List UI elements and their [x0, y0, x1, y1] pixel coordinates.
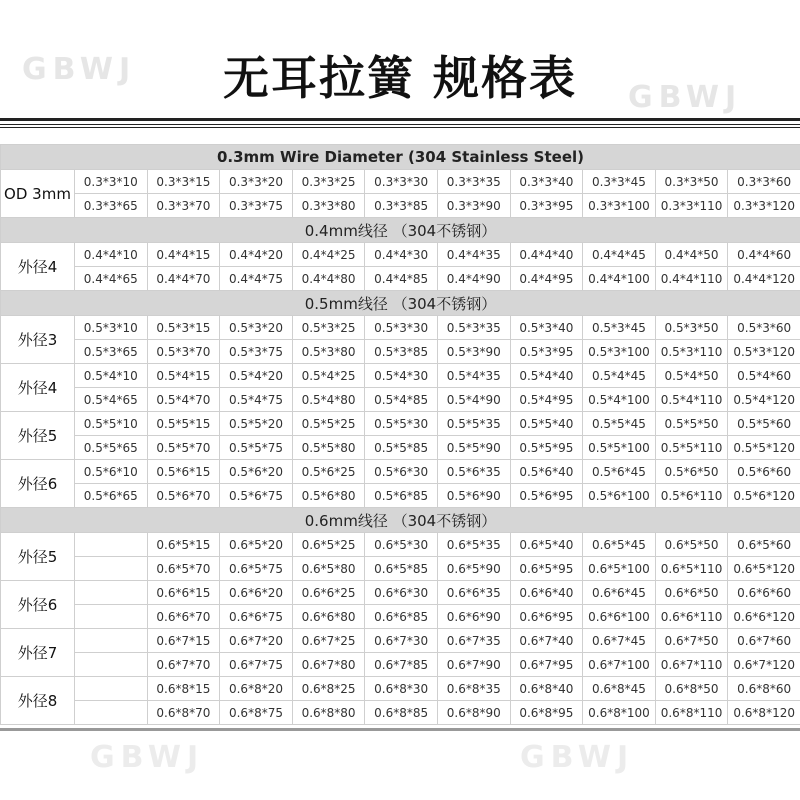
- spec-cell: 0.6*7*30: [365, 629, 438, 653]
- spec-cell: 0.5*5*80: [292, 436, 365, 460]
- spec-cell: 0.6*5*50: [655, 533, 728, 557]
- spec-cell: 0.6*8*120: [728, 701, 800, 725]
- spec-cell: 0.5*5*70: [147, 436, 220, 460]
- outer-diameter-label: 外径5: [1, 412, 75, 460]
- spec-cell: 0.3*3*45: [583, 170, 656, 194]
- spec-cell: 0.6*6*35: [437, 581, 510, 605]
- outer-diameter-label: 外径5: [1, 533, 75, 581]
- spec-cell: 0.5*4*40: [510, 364, 583, 388]
- spec-cell: 0.6*8*70: [147, 701, 220, 725]
- spec-cell: 0.6*6*45: [583, 581, 656, 605]
- spec-cell: 0.6*5*120: [728, 557, 800, 581]
- spec-cell: 0.4*4*25: [292, 243, 365, 267]
- spec-cell: 0.5*3*60: [728, 316, 800, 340]
- table-row: [1, 170, 800, 194]
- spec-cell: 0.6*8*20: [220, 677, 293, 701]
- spec-cell: 0.5*5*90: [437, 436, 510, 460]
- spec-cell: 0.6*7*75: [220, 653, 293, 677]
- spec-cell: 0.4*4*20: [220, 243, 293, 267]
- table-row: [1, 388, 800, 412]
- outer-diameter-label: 外径8: [1, 677, 75, 725]
- table-row: [1, 316, 800, 340]
- spec-cell: 0.6*7*40: [510, 629, 583, 653]
- spec-cell: 0.5*4*45: [583, 364, 656, 388]
- spec-cell: 0.4*4*100: [583, 267, 656, 291]
- section-heading: 0.6mm线径 （304不锈钢）: [1, 508, 800, 533]
- spec-cell: 0.4*4*50: [655, 243, 728, 267]
- section-header: [1, 508, 800, 533]
- spec-cell: 0.3*3*120: [728, 194, 800, 218]
- spec-cell: 0.3*3*65: [75, 194, 148, 218]
- spec-cell: 0.5*5*40: [510, 412, 583, 436]
- spec-cell: 0.3*3*60: [728, 170, 800, 194]
- spec-cell: 0.6*5*85: [365, 557, 438, 581]
- spec-cell: 0.6*6*75: [220, 605, 293, 629]
- spec-cell: 0.6*8*40: [510, 677, 583, 701]
- spec-cell: 0.6*5*110: [655, 557, 728, 581]
- table-row: [1, 243, 800, 267]
- spec-cell: 0.5*3*95: [510, 340, 583, 364]
- spec-cell: 0.5*5*25: [292, 412, 365, 436]
- table-row: [1, 533, 800, 557]
- watermark-left: GBWJ: [22, 52, 137, 87]
- spec-cell: 0.6*5*95: [510, 557, 583, 581]
- spec-cell: 0.5*3*110: [655, 340, 728, 364]
- spec-cell: 0.6*6*95: [510, 605, 583, 629]
- spec-cell: 0.4*4*30: [365, 243, 438, 267]
- spec-cell: 0.6*6*90: [437, 605, 510, 629]
- spec-cell: 0.5*4*30: [365, 364, 438, 388]
- spec-cell: 0.5*5*100: [583, 436, 656, 460]
- section-header: [1, 218, 800, 243]
- spec-cell: 0.4*4*40: [510, 243, 583, 267]
- spec-cell: 0.6*7*85: [365, 653, 438, 677]
- spec-cell: 0.4*4*65: [75, 267, 148, 291]
- table-row: [1, 460, 800, 484]
- spec-cell: 0.6*7*15: [147, 629, 220, 653]
- spec-cell: 0.3*3*100: [583, 194, 656, 218]
- spec-cell: 0.6*7*80: [292, 653, 365, 677]
- spec-cell: 0.5*6*35: [437, 460, 510, 484]
- spec-cell: 0.6*8*100: [583, 701, 656, 725]
- spec-cell: 0.6*6*80: [292, 605, 365, 629]
- spec-cell: 0.5*3*90: [437, 340, 510, 364]
- header-rule-thin-2: [0, 127, 800, 128]
- table-row: [1, 701, 800, 725]
- spec-cell: [75, 533, 148, 557]
- spec-cell: 0.5*6*80: [292, 484, 365, 508]
- section-heading: 0.4mm线径 （304不锈钢）: [1, 218, 800, 243]
- spec-cell: 0.6*8*60: [728, 677, 800, 701]
- spec-cell: 0.6*7*25: [292, 629, 365, 653]
- spec-cell: 0.5*5*20: [220, 412, 293, 436]
- spec-cell: 0.6*5*60: [728, 533, 800, 557]
- spec-cell: 0.4*4*10: [75, 243, 148, 267]
- spec-cell: 0.3*3*30: [365, 170, 438, 194]
- spec-cell: 0.5*6*25: [292, 460, 365, 484]
- spec-cell: 0.6*6*60: [728, 581, 800, 605]
- spec-cell: 0.5*4*10: [75, 364, 148, 388]
- spec-cell: 0.5*6*20: [220, 460, 293, 484]
- spec-cell: 0.5*5*10: [75, 412, 148, 436]
- watermark-right: GBWJ: [628, 80, 743, 115]
- spec-cell: 0.4*4*120: [728, 267, 800, 291]
- spec-cell: 0.5*6*90: [437, 484, 510, 508]
- spec-cell: 0.5*3*45: [583, 316, 656, 340]
- spec-cell: [75, 557, 148, 581]
- spec-cell: 0.6*5*40: [510, 533, 583, 557]
- spec-cell: 0.5*3*120: [728, 340, 800, 364]
- spec-cell: 0.6*7*90: [437, 653, 510, 677]
- spec-cell: 0.5*3*25: [292, 316, 365, 340]
- spec-cell: 0.6*6*15: [147, 581, 220, 605]
- spec-cell: 0.6*6*30: [365, 581, 438, 605]
- spec-cell: 0.6*5*35: [437, 533, 510, 557]
- spec-cell: 0.5*6*30: [365, 460, 438, 484]
- spec-cell: 0.5*3*50: [655, 316, 728, 340]
- spec-cell: 0.6*7*60: [728, 629, 800, 653]
- spec-cell: 0.3*3*70: [147, 194, 220, 218]
- page-header: [0, 0, 800, 130]
- spec-cell: 0.6*8*110: [655, 701, 728, 725]
- spec-cell: 0.4*4*75: [220, 267, 293, 291]
- spec-cell: [75, 677, 148, 701]
- table-row: [1, 484, 800, 508]
- page-title: 无耳拉簧 规格表: [222, 51, 577, 105]
- spec-cell: 0.4*4*35: [437, 243, 510, 267]
- spec-cell: 0.6*5*30: [365, 533, 438, 557]
- spec-cell: 0.5*3*85: [365, 340, 438, 364]
- table-row: [1, 653, 800, 677]
- table-row: [1, 581, 800, 605]
- spec-cell: 0.5*5*60: [728, 412, 800, 436]
- spec-cell: 0.3*3*75: [220, 194, 293, 218]
- spec-cell: 0.5*5*75: [220, 436, 293, 460]
- spec-cell: 0.6*5*70: [147, 557, 220, 581]
- spec-cell: 0.5*3*20: [220, 316, 293, 340]
- spec-cell: 0.6*5*20: [220, 533, 293, 557]
- table-row: [1, 605, 800, 629]
- spec-cell: 0.5*5*35: [437, 412, 510, 436]
- spec-cell: 0.5*5*45: [583, 412, 656, 436]
- spec-cell: 0.6*7*95: [510, 653, 583, 677]
- spec-cell: 0.6*7*70: [147, 653, 220, 677]
- spec-cell: 0.6*5*25: [292, 533, 365, 557]
- spec-cell: 0.3*3*40: [510, 170, 583, 194]
- section-heading: 0.3mm Wire Diameter (304 Stainless Steel): [1, 145, 800, 170]
- spec-cell: 0.5*4*20: [220, 364, 293, 388]
- spec-cell: 0.5*3*70: [147, 340, 220, 364]
- spec-cell: 0.6*8*85: [365, 701, 438, 725]
- spec-cell: 0.6*6*25: [292, 581, 365, 605]
- outer-diameter-label: 外径4: [1, 243, 75, 291]
- spec-cell: 0.5*5*30: [365, 412, 438, 436]
- spec-cell: 0.3*3*85: [365, 194, 438, 218]
- outer-diameter-label: OD 3mm: [1, 170, 75, 218]
- spec-cell: 0.4*4*95: [510, 267, 583, 291]
- spec-cell: 0.5*3*35: [437, 316, 510, 340]
- section-header: [1, 291, 800, 316]
- spec-cell: 0.5*6*45: [583, 460, 656, 484]
- outer-diameter-label: 外径6: [1, 581, 75, 629]
- spec-cell: 0.6*6*85: [365, 605, 438, 629]
- spec-cell: 0.6*7*120: [728, 653, 800, 677]
- table-row: [1, 436, 800, 460]
- spec-cell: 0.4*4*70: [147, 267, 220, 291]
- spec-cell: 0.3*3*25: [292, 170, 365, 194]
- outer-diameter-label: 外径3: [1, 316, 75, 364]
- spec-cell: 0.5*3*15: [147, 316, 220, 340]
- table-row: [1, 629, 800, 653]
- spec-cell: 0.5*6*65: [75, 484, 148, 508]
- spec-cell: 0.3*3*10: [75, 170, 148, 194]
- spec-cell: 0.5*3*10: [75, 316, 148, 340]
- spec-cell: 0.5*4*70: [147, 388, 220, 412]
- spec-cell: 0.5*3*100: [583, 340, 656, 364]
- spec-cell: 0.5*4*110: [655, 388, 728, 412]
- spec-cell: 0.3*3*95: [510, 194, 583, 218]
- table-row: [1, 194, 800, 218]
- spec-cell: 0.3*3*35: [437, 170, 510, 194]
- spec-cell: 0.5*4*15: [147, 364, 220, 388]
- spec-cell: 0.4*4*60: [728, 243, 800, 267]
- spec-cell: 0.5*3*80: [292, 340, 365, 364]
- spec-cell: 0.3*3*15: [147, 170, 220, 194]
- spec-cell: 0.6*6*70: [147, 605, 220, 629]
- spec-cell: [75, 653, 148, 677]
- spec-cell: 0.5*3*65: [75, 340, 148, 364]
- spec-cell: 0.3*3*20: [220, 170, 293, 194]
- spec-cell: 0.6*6*20: [220, 581, 293, 605]
- spec-cell: 0.5*6*70: [147, 484, 220, 508]
- spec-cell: [75, 581, 148, 605]
- spec-cell: 0.5*3*75: [220, 340, 293, 364]
- spec-cell: 0.6*7*35: [437, 629, 510, 653]
- table-row: [1, 412, 800, 436]
- spec-cell: [75, 701, 148, 725]
- watermark-bottom-right: GBWJ: [520, 740, 635, 775]
- spec-cell: 0.5*5*50: [655, 412, 728, 436]
- spec-cell: 0.5*6*85: [365, 484, 438, 508]
- spec-cell: 0.6*8*15: [147, 677, 220, 701]
- spec-cell: 0.6*8*80: [292, 701, 365, 725]
- spec-cell: 0.5*6*50: [655, 460, 728, 484]
- spec-cell: 0.6*8*35: [437, 677, 510, 701]
- spec-cell: 0.5*4*65: [75, 388, 148, 412]
- spec-cell: 0.6*7*45: [583, 629, 656, 653]
- spec-cell: 0.4*4*80: [292, 267, 365, 291]
- spec-cell: 0.5*4*85: [365, 388, 438, 412]
- spec-cell: 0.5*4*80: [292, 388, 365, 412]
- spec-cell: 0.4*4*85: [365, 267, 438, 291]
- spec-cell: 0.6*8*30: [365, 677, 438, 701]
- spec-cell: 0.5*6*60: [728, 460, 800, 484]
- spec-cell: 0.6*5*80: [292, 557, 365, 581]
- outer-diameter-label: 外径7: [1, 629, 75, 677]
- spec-cell: 0.5*3*40: [510, 316, 583, 340]
- spec-cell: 0.5*4*120: [728, 388, 800, 412]
- spec-cell: 0.6*5*75: [220, 557, 293, 581]
- outer-diameter-label: 外径4: [1, 364, 75, 412]
- spec-cell: 0.5*3*30: [365, 316, 438, 340]
- watermark-bottom-left: GBWJ: [90, 740, 205, 775]
- spec-cell: 0.5*6*40: [510, 460, 583, 484]
- spec-table: [0, 144, 800, 725]
- spec-cell: 0.5*5*65: [75, 436, 148, 460]
- spec-cell: 0.6*7*20: [220, 629, 293, 653]
- spec-cell: 0.5*5*85: [365, 436, 438, 460]
- table-row: [1, 267, 800, 291]
- spec-cell: 0.5*6*75: [220, 484, 293, 508]
- spec-cell: 0.3*3*110: [655, 194, 728, 218]
- spec-cell: 0.6*7*50: [655, 629, 728, 653]
- spec-cell: 0.5*4*100: [583, 388, 656, 412]
- spec-cell: 0.5*4*50: [655, 364, 728, 388]
- spec-cell: 0.5*5*120: [728, 436, 800, 460]
- spec-cell: 0.6*8*95: [510, 701, 583, 725]
- spec-cell: 0.5*4*95: [510, 388, 583, 412]
- header-rule-thin: [0, 124, 800, 125]
- spec-cell: 0.6*6*40: [510, 581, 583, 605]
- spec-cell: 0.4*4*110: [655, 267, 728, 291]
- spec-cell: 0.6*8*25: [292, 677, 365, 701]
- spec-cell: 0.4*4*15: [147, 243, 220, 267]
- spec-cell: 0.6*5*45: [583, 533, 656, 557]
- spec-cell: [75, 629, 148, 653]
- spec-cell: 0.5*4*35: [437, 364, 510, 388]
- spec-cell: 0.5*6*100: [583, 484, 656, 508]
- spec-cell: 0.6*6*120: [728, 605, 800, 629]
- spec-cell: 0.5*6*110: [655, 484, 728, 508]
- spec-cell: 0.6*5*90: [437, 557, 510, 581]
- spec-cell: 0.5*5*95: [510, 436, 583, 460]
- table-row: [1, 340, 800, 364]
- spec-cell: 0.3*3*80: [292, 194, 365, 218]
- section-header: [1, 145, 800, 170]
- spec-cell: 0.6*8*45: [583, 677, 656, 701]
- spec-cell: 0.4*4*90: [437, 267, 510, 291]
- spec-cell: 0.6*8*75: [220, 701, 293, 725]
- spec-cell: 0.6*8*90: [437, 701, 510, 725]
- footer-rule: [0, 728, 800, 731]
- spec-table-wrapper: [0, 144, 800, 725]
- spec-cell: 0.5*4*25: [292, 364, 365, 388]
- spec-cell: 0.6*7*100: [583, 653, 656, 677]
- spec-cell: 0.6*5*100: [583, 557, 656, 581]
- spec-cell: 0.6*7*110: [655, 653, 728, 677]
- spec-cell: 0.5*5*110: [655, 436, 728, 460]
- spec-cell: 0.5*5*15: [147, 412, 220, 436]
- spec-cell: 0.4*4*45: [583, 243, 656, 267]
- spec-cell: 0.5*4*90: [437, 388, 510, 412]
- spec-cell: 0.5*6*10: [75, 460, 148, 484]
- spec-cell: 0.3*3*50: [655, 170, 728, 194]
- spec-cell: 0.5*4*60: [728, 364, 800, 388]
- spec-cell: [75, 605, 148, 629]
- header-rule: [0, 118, 800, 121]
- spec-cell: 0.6*6*50: [655, 581, 728, 605]
- table-row: [1, 557, 800, 581]
- spec-cell: 0.5*4*75: [220, 388, 293, 412]
- section-heading: 0.5mm线径 （304不锈钢）: [1, 291, 800, 316]
- spec-cell: 0.5*6*120: [728, 484, 800, 508]
- spec-cell: 0.5*6*95: [510, 484, 583, 508]
- spec-cell: 0.6*6*110: [655, 605, 728, 629]
- table-row: [1, 364, 800, 388]
- outer-diameter-label: 外径6: [1, 460, 75, 508]
- spec-cell: 0.6*6*100: [583, 605, 656, 629]
- spec-cell: 0.5*6*15: [147, 460, 220, 484]
- table-row: [1, 677, 800, 701]
- spec-cell: 0.6*8*50: [655, 677, 728, 701]
- spec-cell: 0.3*3*90: [437, 194, 510, 218]
- spec-cell: 0.6*5*15: [147, 533, 220, 557]
